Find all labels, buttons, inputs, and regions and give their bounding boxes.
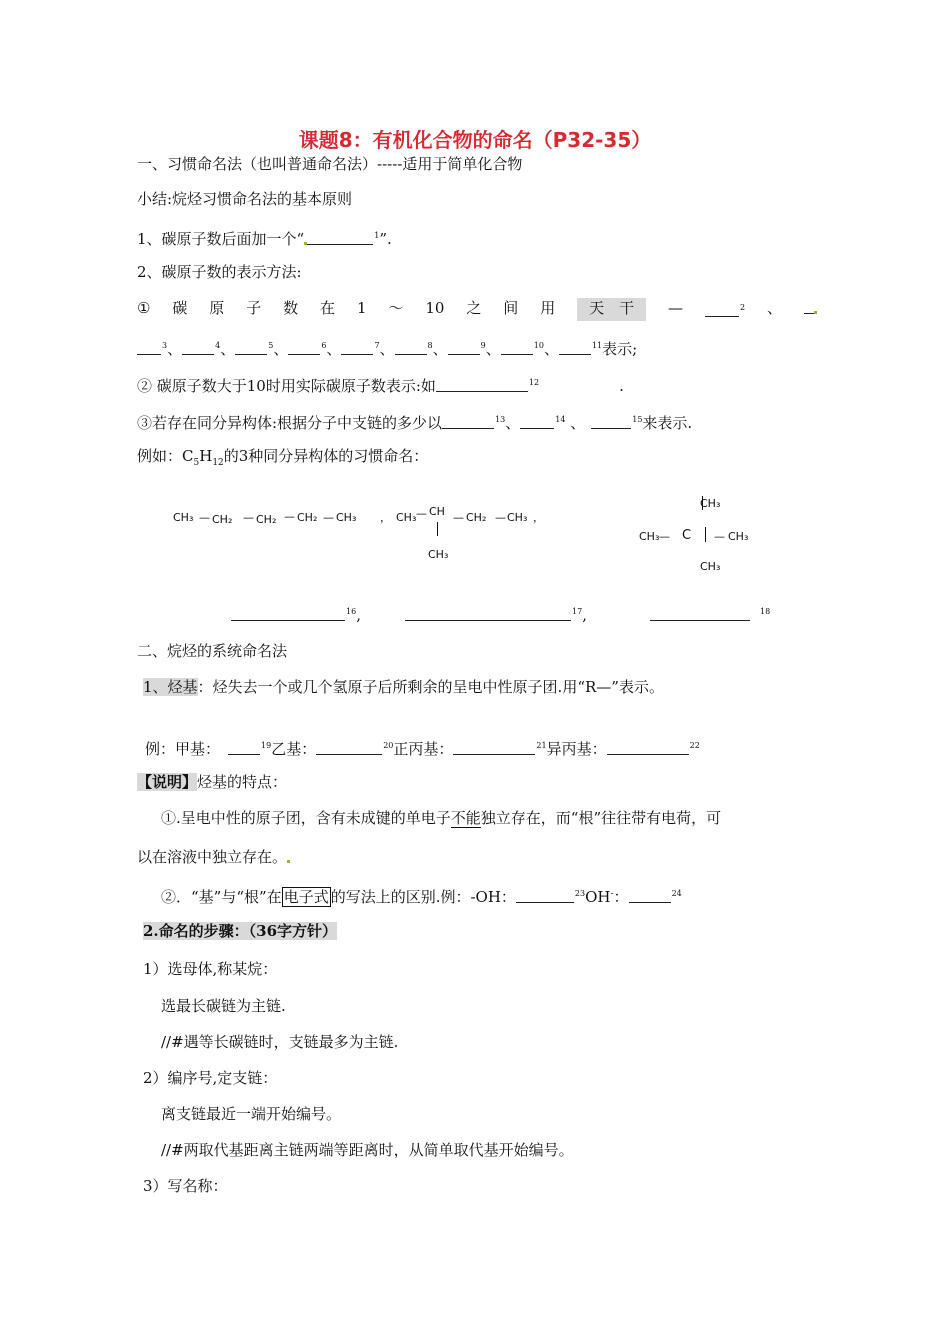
page-title: 课题8：有机化合物的命名（P32-35） bbox=[298, 128, 652, 152]
example-line: 例如：$C_5H_{12}$的3种同分异构体的习惯命名： bbox=[137, 447, 429, 468]
note-1-cont: 以在溶液中独立存在。 bbox=[137, 847, 290, 867]
blank-14[interactable] bbox=[520, 414, 554, 429]
blank-20[interactable] bbox=[316, 740, 382, 755]
blank-9[interactable] bbox=[448, 340, 480, 355]
summary-line: 小结:烷烃习惯命名法的基本原则 bbox=[137, 190, 353, 208]
step-2-note: //#两取代基距离主链两端等距离时，从简单取代基开始编号。 bbox=[161, 1141, 574, 1159]
blank-7[interactable] bbox=[341, 340, 373, 355]
name-blank-17[interactable]: $^{17}$, bbox=[405, 602, 587, 625]
highlight-tiangan: 天 干 bbox=[577, 298, 646, 321]
rule-1: 1、碳原子数后面加一个“ $^1$”. bbox=[137, 230, 392, 248]
blank-24[interactable] bbox=[629, 888, 671, 903]
name-blank-18[interactable]: 18 bbox=[650, 602, 770, 625]
blank-23[interactable] bbox=[516, 888, 574, 903]
note-2: ②．“基”与“根”在 电子式 的写法上的区别.例：-OH： $^{23}$OH-： $^{24}$ bbox=[161, 888, 682, 906]
blank-6[interactable] bbox=[288, 340, 320, 355]
step-2-rule: 离支链最近一端开始编号。 bbox=[161, 1105, 342, 1123]
blank-10[interactable] bbox=[501, 340, 533, 355]
blank-12[interactable] bbox=[436, 377, 528, 392]
blank-5[interactable] bbox=[235, 340, 267, 355]
rule-2-1-cont: $^3$、 $^4$、 $^5$、 $^6$、 $^7$、 $^8$、 $^9$、 $^{10}$、 $^{11}$表示; bbox=[137, 336, 637, 359]
step-1: 1）选母体,称某烷： bbox=[143, 960, 278, 978]
blank-22[interactable] bbox=[607, 740, 689, 755]
note-1: ①.呈电中性的原子团，含有未成键的单电子不能独立存在，而“根”往往带有电荷，可 bbox=[161, 809, 722, 827]
steps-heading: 2.命名的步骤：（36字方针） bbox=[143, 922, 338, 940]
name-blank-16[interactable]: $^{16}$, bbox=[231, 602, 361, 625]
blank-8[interactable] bbox=[395, 340, 427, 355]
blank-3-start[interactable] bbox=[804, 299, 814, 314]
alkyl-examples: 例：甲基： $^{19}$乙基： $^{20}$正丙基： $^{21}$异丙基： $^{22}$ bbox=[145, 740, 700, 758]
blank-21[interactable] bbox=[453, 740, 535, 755]
step-3: 3）写名称： bbox=[143, 1177, 228, 1195]
blank-11[interactable] bbox=[559, 340, 591, 355]
step-1-note: //#遇等长碳链时，支链最多为主链. bbox=[161, 1033, 399, 1051]
blank-1[interactable] bbox=[307, 230, 373, 245]
step-2: 2）编序号,定支链： bbox=[143, 1069, 278, 1087]
blank-4[interactable] bbox=[182, 340, 214, 355]
blank-2[interactable] bbox=[705, 302, 739, 317]
rule-2: 2、碳原子数的表示方法: bbox=[137, 263, 302, 281]
rule-2-3: ③若存在同分异构体:根据分子中支链的多少以 $^{13}$、 $^{14}$ 、 $^{15}$来表示. bbox=[137, 414, 693, 432]
blank-19[interactable] bbox=[228, 740, 260, 755]
section-1-heading: 一、习惯命名法（也叫普通命名法）-----适用于简单化合物 bbox=[137, 155, 523, 173]
rule-2-1: ① 碳 原 子 数 在 1 ～ 10 之 间 用 天 干 — $^2$ 、 bbox=[137, 298, 817, 321]
step-1-rule: 选最长碳链为主链. bbox=[161, 997, 286, 1015]
blank-13[interactable] bbox=[442, 414, 494, 429]
alkyl-definition: 1、烃基：烃失去一个或几个氢原子后所剩余的呈电中性原子团.用“R—”表示。 bbox=[143, 678, 664, 696]
rule-2-2: ② 碳原子数大于10时用实际碳原子数表示:如 $^{12}$ . bbox=[137, 377, 624, 395]
note-heading: 【说明】烃基的特点： bbox=[137, 773, 288, 791]
section-2-heading: 二、烷烃的系统命名法 bbox=[137, 642, 288, 660]
